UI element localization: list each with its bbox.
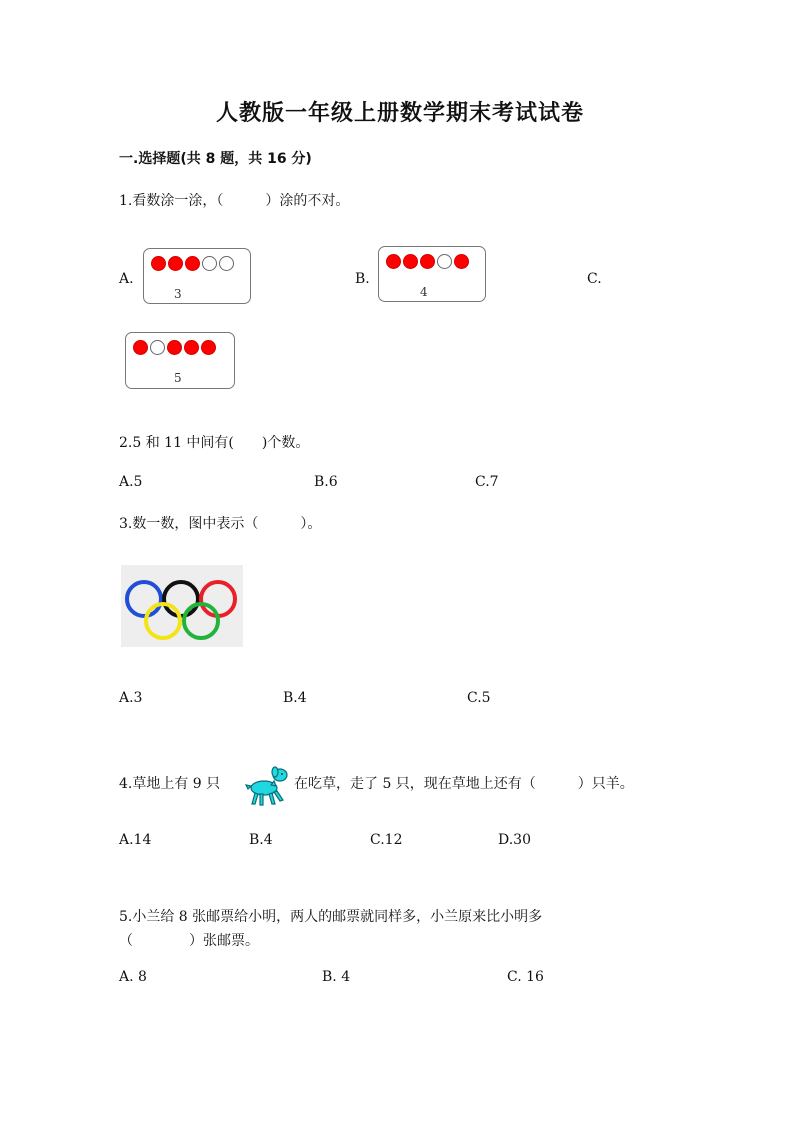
question-4-text-before: 4.草地上有 9 只: [119, 776, 221, 792]
q1-option-a-label: A.: [119, 271, 134, 287]
red-bead: [184, 340, 199, 355]
red-bead: [185, 256, 200, 271]
q4-option-a: A.14: [119, 832, 152, 848]
red-bead: [151, 256, 166, 271]
q5-option-a: A. 8: [119, 969, 147, 985]
q4-option-c: C.12: [370, 832, 403, 848]
red-bead: [168, 256, 183, 271]
sheep-icon: [243, 765, 293, 807]
q1-option-b-label: B.: [355, 271, 370, 287]
question-4-text-after: 在吃草，走了 5 只，现在草地上还有（ ）只羊。: [294, 776, 634, 792]
red-bead: [201, 340, 216, 355]
q2-option-c: C.7: [475, 474, 499, 490]
red-bead: [133, 340, 148, 355]
q1-option-a-bead-box: [143, 248, 251, 304]
red-bead: [167, 340, 182, 355]
q3-option-b: B.4: [283, 690, 307, 706]
page-title: 人教版一年级上册数学期末考试试卷: [215, 101, 584, 126]
red-bead: [454, 254, 469, 269]
q2-option-b: B.6: [314, 474, 338, 490]
q1-option-c-number: 5: [174, 371, 182, 385]
q4-option-b: B.4: [249, 832, 273, 848]
question-2-text: 2.5 和 11 中间有( )个数。: [119, 435, 310, 451]
q3-option-c: C.5: [467, 690, 491, 706]
question-5-line-2: （ ）张邮票。: [119, 933, 259, 949]
question-3-text: 3.数一数，图中表示（ ）。: [119, 516, 322, 532]
q1-option-b-number: 4: [420, 285, 428, 299]
red-bead: [403, 254, 418, 269]
white-bead: [437, 254, 452, 269]
q4-option-d: D.30: [498, 832, 531, 848]
question-5-line-1: 5.小兰给 8 张邮票给小明，两人的邮票就同样多，小兰原来比小明多: [119, 909, 543, 925]
q1-option-c-bead-box: [125, 332, 235, 389]
section-heading: 一.选择题(共 8 题，共 16 分): [119, 151, 312, 167]
q5-option-c: C. 16: [507, 969, 544, 985]
rings-background: [121, 565, 243, 647]
white-bead: [219, 256, 234, 271]
q2-option-a: A.5: [119, 474, 143, 490]
question-1-text: 1.看数涂一涂，（ ）涂的不对。: [119, 193, 350, 209]
red-bead: [386, 254, 401, 269]
q1-option-b-bead-box: [378, 246, 486, 302]
q3-option-a: A.3: [119, 690, 143, 706]
white-bead: [150, 340, 165, 355]
q1-option-c-label: C.: [587, 271, 602, 287]
white-bead: [202, 256, 217, 271]
olympic-rings-image: [121, 565, 243, 647]
q5-option-b: B. 4: [322, 969, 351, 985]
q1-option-a-number: 3: [174, 287, 182, 301]
red-bead: [420, 254, 435, 269]
